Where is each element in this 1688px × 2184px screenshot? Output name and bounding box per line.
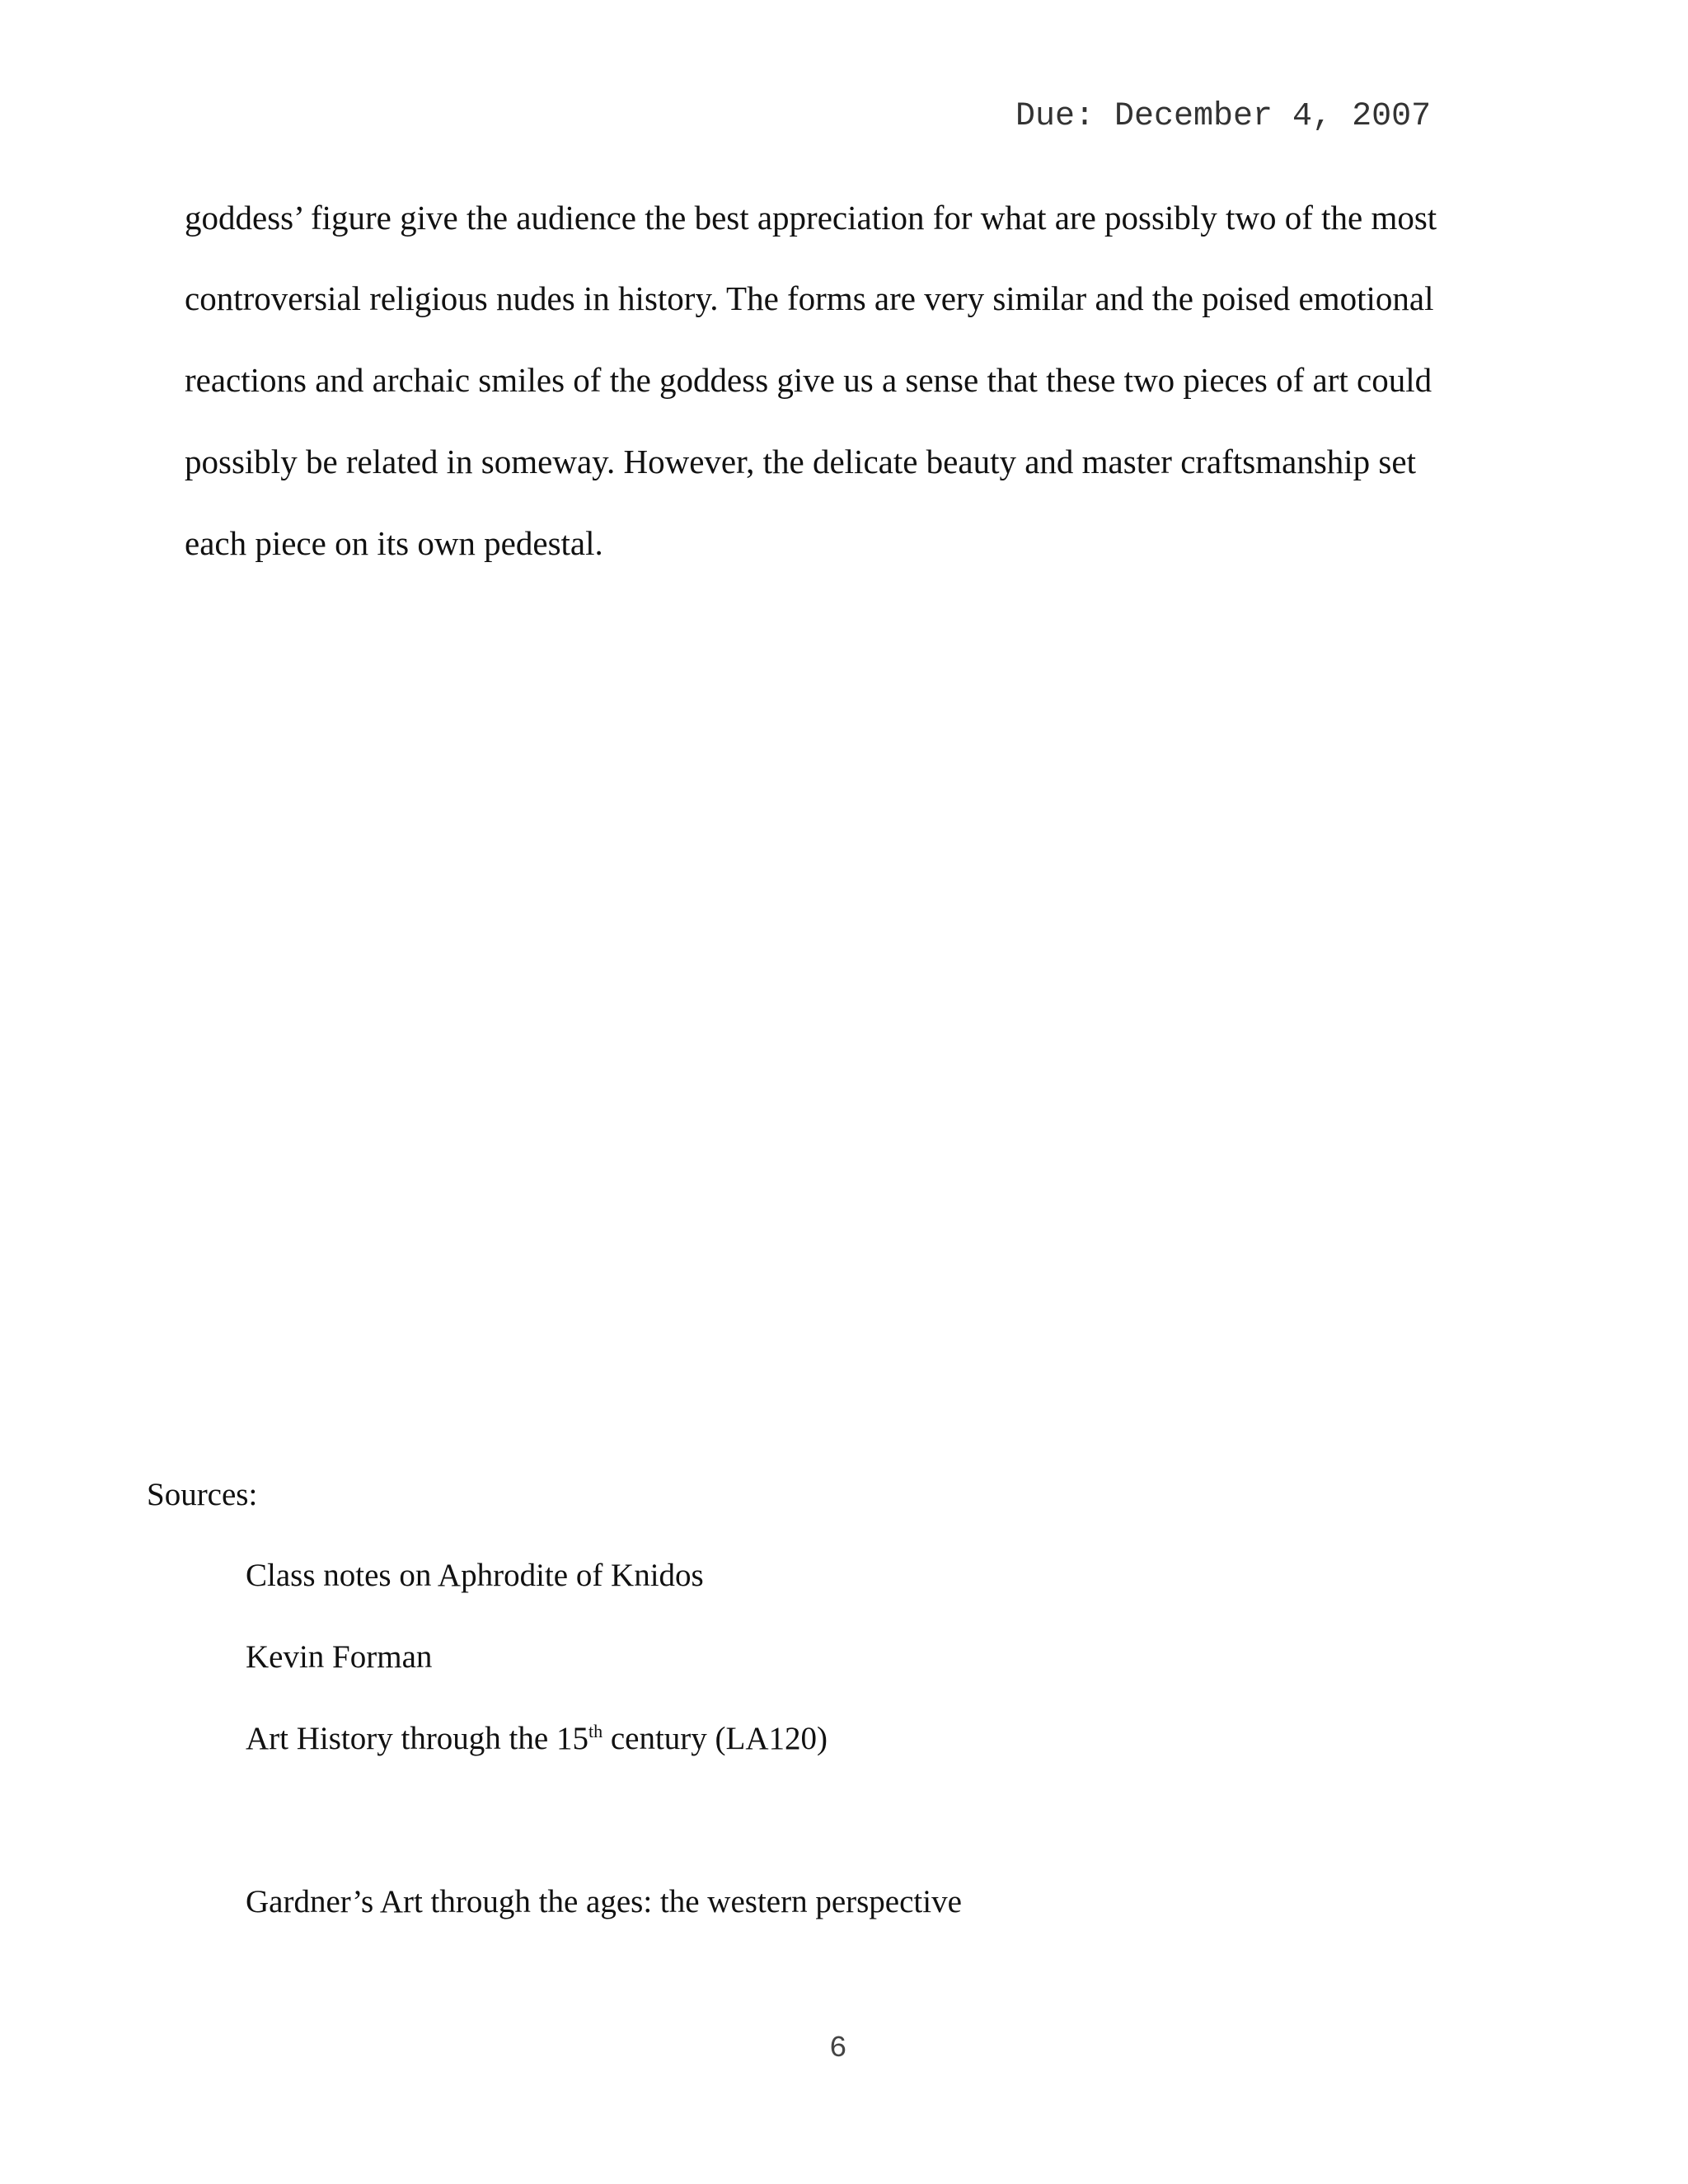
source-item-prefix: Art History through the 15 (246, 1721, 588, 1756)
body-line: controversial religious nudes in history. The forms are very similar and the poised emotional (185, 279, 1434, 317)
body-line: each piece on its own pedestal. (185, 524, 603, 562)
body-line: goddess’ figure give the audience the best appreciation for what are possibly two of the most (185, 199, 1437, 237)
due-date-header: Due: December 4, 2007 (1015, 98, 1432, 135)
page-number: 6 (829, 2032, 847, 2065)
source-item-suffix: century (LA120) (603, 1721, 828, 1756)
source-item: Gardner’s Art through the ages: the western perspective (246, 1884, 962, 1919)
source-item (246, 1719, 828, 1759)
source-item: Kevin Forman (246, 1639, 433, 1675)
sources-heading: Sources: (147, 1477, 258, 1512)
body-line: reactions and archaic smiles of the goddess give us a sense that these two pieces of art could (185, 361, 1432, 399)
source-item: Class notes on Aphrodite of Knidos (246, 1558, 704, 1593)
body-line: possibly be related in someway. However, the delicate beauty and master craftsmanship set (185, 443, 1416, 480)
ordinal-superscript: th (588, 1721, 603, 1741)
